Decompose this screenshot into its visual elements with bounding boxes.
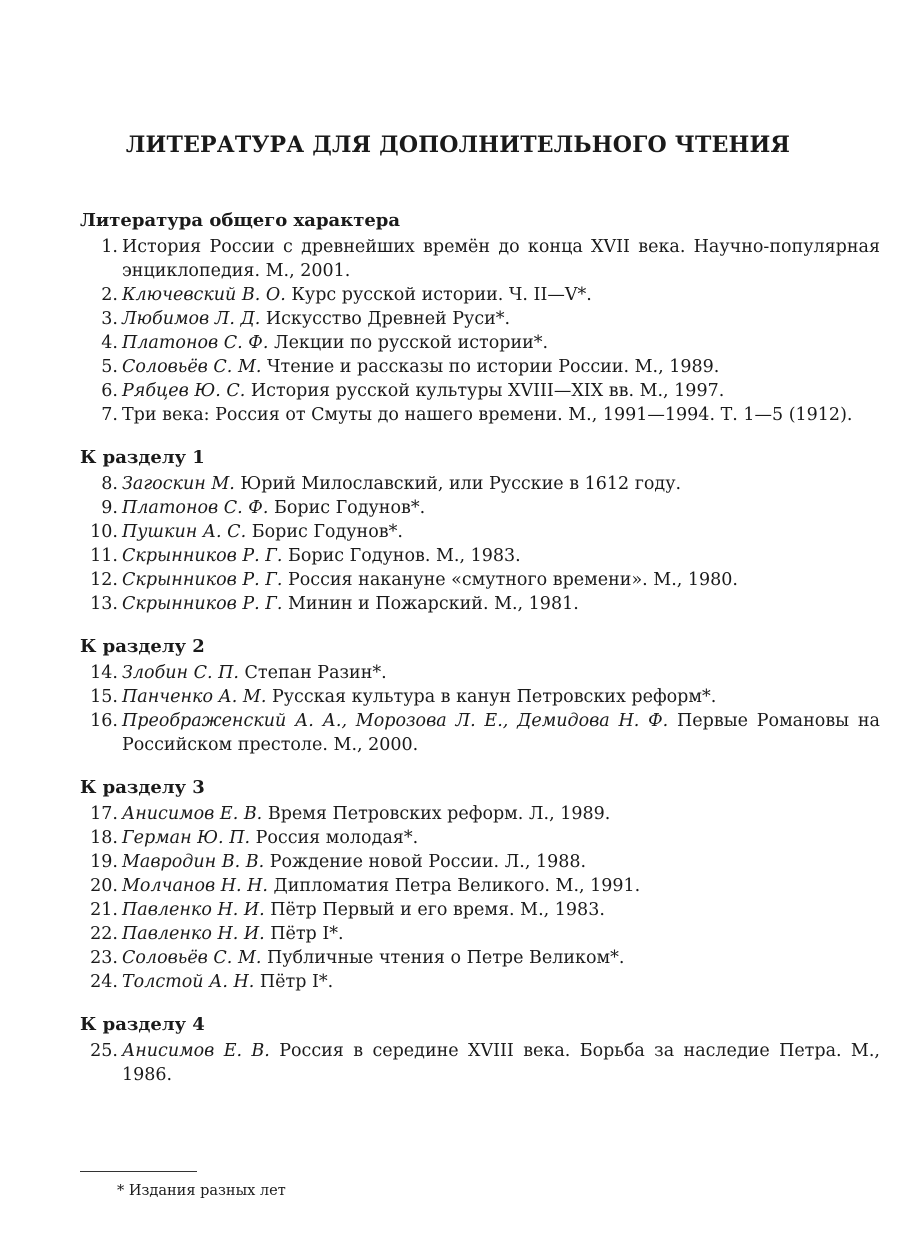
item-text: Дипломатия Петра Великого. М., 1991. [273,876,641,896]
item-author: Мавродин В. В. [122,852,265,872]
item-text: Лекции по русской истории*. [273,333,549,353]
item-text: Россия накануне «смутного времени». М., 1980. [287,570,738,590]
item-text: Пётр I*. [259,972,334,992]
item-text: Первые Романовы на Российском престоле. М., 2000. [122,711,880,755]
item-text: История России с древнейших времён до конца XVII века. Научно-популярная энциклопедия. М., 2001. [122,237,880,281]
item-text: Степан Разин*. [244,663,387,683]
item-text: Пётр Первый и его время. М., 1983. [270,900,605,920]
list-item [80,685,880,709]
item-number: 21. [90,900,118,920]
list-item [80,922,880,946]
item-text: Публичные чтения о Петре Великом*. [267,948,625,968]
list-item [80,544,880,568]
bibliography-content [80,208,880,1105]
list-item [80,496,880,520]
section-heading: К разделу 4 [80,1014,205,1035]
item-text: История русской культуры XVIII—XIX вв. М., 1997. [250,381,725,401]
section-heading: К разделу 1 [80,447,205,468]
list-item [80,874,880,898]
item-text: Россия в середине XVIII века. Борьба за наследие Петра. М., 1986. [122,1041,880,1085]
item-author: Загоскин М. [122,474,235,494]
item-number: 8. [101,474,118,494]
item-text: Минин и Пожарский. М., 1981. [287,594,579,614]
list-item [80,331,880,355]
item-author: Скрынников Р. Г. [122,546,283,566]
item-number: 4. [101,333,118,353]
item-text: Юрий Милославский, или Русские в 1612 году. [240,474,682,494]
item-text: Пётр I*. [270,924,344,944]
item-author: Соловьёв С. М. [122,948,262,968]
list-item [80,379,880,403]
list-item [80,826,880,850]
item-number: 11. [90,546,118,566]
item-number: 16. [90,711,118,731]
list-item [80,355,880,379]
item-author: Анисимов Е. В. [122,804,263,824]
item-number: 9. [101,498,118,518]
bibliography-section [80,775,880,994]
item-number: 20. [90,876,118,896]
item-number: 2. [101,285,118,305]
item-number: 12. [90,570,118,590]
page-title: ЛИТЕРАТУРА ДЛЯ ДОПОЛНИТЕЛЬНОГО ЧТЕНИЯ [125,132,791,158]
item-number: 15. [90,687,118,707]
item-number: 3. [101,309,118,329]
item-author: Преображенский А. А., Морозова Л. Е., Демидова Н. Ф. [122,711,669,731]
item-author: Рябцев Ю. С. [122,381,246,401]
list-item [80,802,880,826]
list-item [80,709,880,757]
item-author: Любимов Л. Д. [122,309,261,329]
item-text: Рождение новой России. Л., 1988. [269,852,587,872]
item-author: Платонов С. Ф. [122,498,269,518]
item-number: 7. [101,405,118,425]
bibliography-section [80,445,880,616]
item-number: 18. [90,828,118,848]
list-item [80,970,880,994]
item-text: Борис Годунов. М., 1983. [287,546,521,566]
item-text: Три века: Россия от Смуты до нашего времени. М., 1991—1994. Т. 1—5 (1912). [122,405,853,425]
item-text: Россия молодая*. [255,828,419,848]
item-author: Молчанов Н. Н. [122,876,268,896]
item-author: Герман Ю. П. [122,828,251,848]
item-author: Платонов С. Ф. [122,333,269,353]
item-author: Злобин С. П. [122,663,239,683]
section-heading: Литература общего характера [80,210,401,231]
list-item [80,592,880,616]
list-item [80,568,880,592]
footnote: * Издания разных лет [117,1183,286,1199]
item-number: 6. [101,381,118,401]
item-number: 1. [101,237,118,257]
item-number: 14. [90,663,118,683]
item-text: Курс русской истории. Ч. II—V*. [291,285,592,305]
section-heading: К разделу 2 [80,636,205,657]
item-number: 24. [90,972,118,992]
item-author: Ключевский В. О. [122,285,286,305]
item-author: Толстой А. Н. [122,972,255,992]
item-number: 23. [90,948,118,968]
item-text: Время Петровских реформ. Л., 1989. [267,804,611,824]
item-number: 17. [90,804,118,824]
item-number: 10. [90,522,118,542]
item-author: Павленко Н. И. [122,900,265,920]
list-item [80,898,880,922]
list-item [80,235,880,283]
bibliography-section [80,1012,880,1087]
list-item [80,403,880,427]
bibliography-section [80,634,880,757]
item-author: Павленко Н. И. [122,924,265,944]
list-item [80,946,880,970]
item-author: Анисимов Е. В. [122,1041,270,1061]
list-item [80,1039,880,1087]
bibliography-section [80,208,880,427]
item-author: Скрынников Р. Г. [122,594,283,614]
item-text: Искусство Древней Руси*. [265,309,511,329]
item-number: 13. [90,594,118,614]
item-number: 25. [90,1041,118,1061]
item-number: 19. [90,852,118,872]
item-number: 5. [101,357,118,377]
list-item [80,283,880,307]
item-author: Скрынников Р. Г. [122,570,283,590]
item-text: Русская культура в канун Петровских реформ*. [271,687,717,707]
footnote-divider [80,1171,197,1172]
list-item [80,850,880,874]
list-item [80,661,880,685]
item-text: Борис Годунов*. [273,498,426,518]
item-text: Чтение и рассказы по истории России. М., 1989. [267,357,720,377]
item-author: Соловьёв С. М. [122,357,262,377]
list-item [80,472,880,496]
section-heading: К разделу 3 [80,777,205,798]
item-text: Борис Годунов*. [251,522,403,542]
item-author: Пушкин А. С. [122,522,247,542]
item-number: 22. [90,924,118,944]
list-item [80,520,880,544]
item-author: Панченко А. М. [122,687,267,707]
list-item [80,307,880,331]
